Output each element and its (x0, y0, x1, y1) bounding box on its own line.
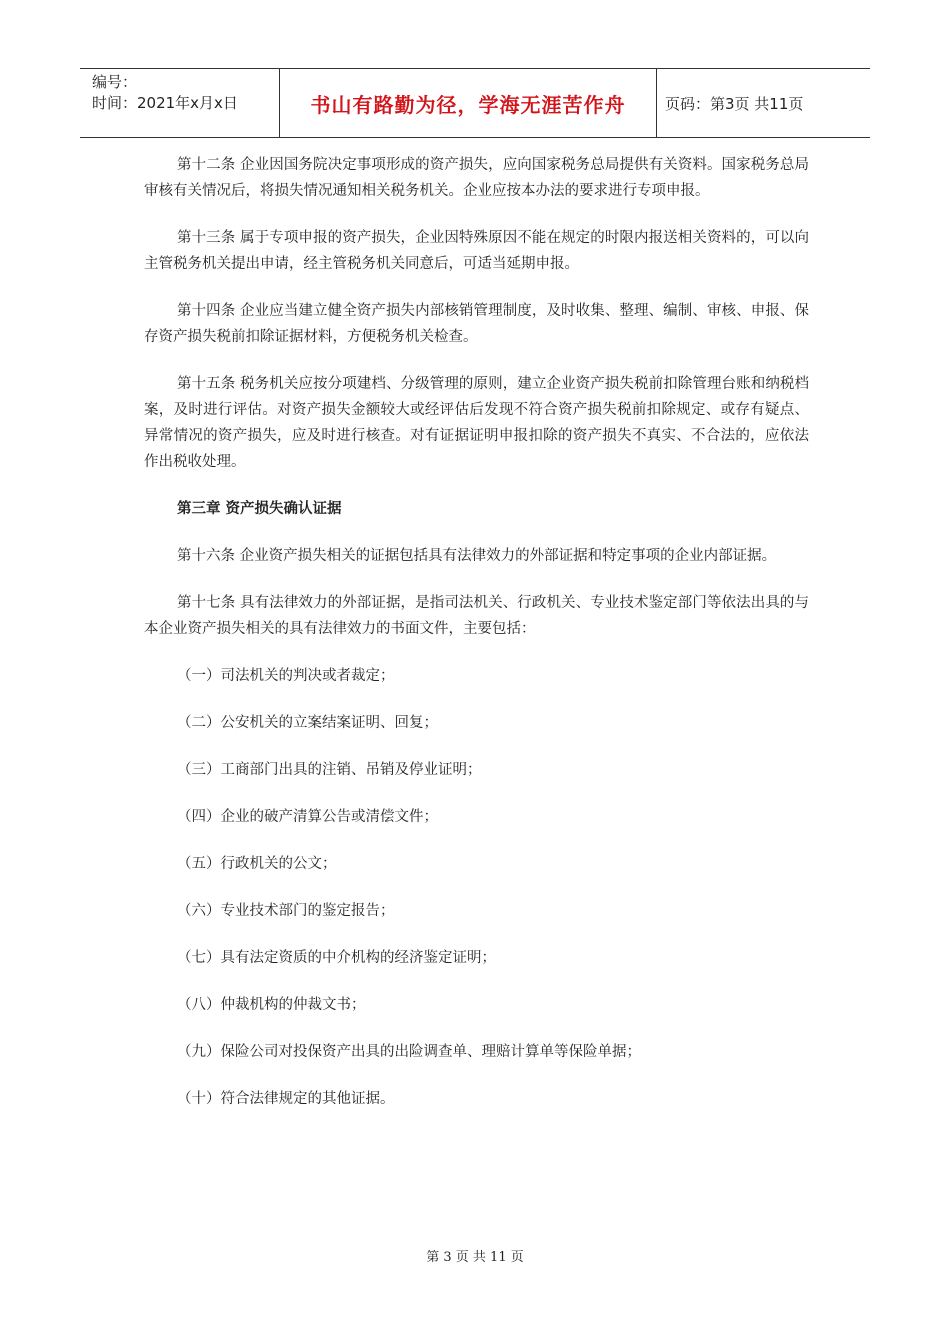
list-item: （九）保险公司对投保资产出具的出险调查单、理赔计算单等保险单据； (177, 1044, 641, 1060)
list-item: （十）符合法律规定的其他证据。 (177, 1091, 395, 1107)
chapter-heading: 第三章 资产损失确认证据 (177, 501, 342, 517)
article-14: 第十四条 企业应当建立健全资产损失内部核销管理制度，及时收集、整理、编制、审核、申报、保存资产损失税前扣除证据材料，方便税务机关检查。 (144, 303, 809, 345)
article-13: 第十三条 属于专项申报的资产损失，企业因特殊原因不能在规定的时限内报送相关资料的，可以向主管税务机关提出申请，经主管税务机关同意后，可适当延期申报。 (144, 230, 809, 272)
header-motto: 书山有路勤为径，学海无涯苦作舟 (280, 69, 657, 137)
list-item: （六）专业技术部门的鉴定报告； (177, 903, 395, 919)
list-item: （五）行政机关的公文； (177, 856, 337, 872)
page-footer: 第 3 页 共 11 页 (426, 1250, 524, 1265)
document-date: 时间：2021年x月x日 (92, 94, 238, 112)
document-number-label: 编号： (92, 73, 138, 91)
list-item: （一）司法机关的判决或者裁定； (177, 668, 395, 684)
article-12: 第十二条 企业因国务院决定事项形成的资产损失，应向国家税务总局提供有关资料。国家税务总局审核有关情况后，将损失情况通知相关税务机关。企业应按本办法的要求进行专项申报。 (144, 157, 809, 199)
header-meta (80, 69, 280, 137)
list-item: （七）具有法定资质的中介机构的经济鉴定证明； (177, 950, 496, 966)
article-15: 第十五条 税务机关应按分项建档、分级管理的原则，建立企业资产损失税前扣除管理台账和纳税档案，及时进行评估。对资产损失金额较大或经评估后发现不符合资产损失税前扣除规定、或存有疑点、异常情况的资产损失，应及时进行核查。对有证据证明申报扣除的资产损失不真实、不合法的，应依法作出税收处理。 (144, 376, 809, 470)
article-17: 第十七条 具有法律效力的外部证据，是指司法机关、行政机关、专业技术鉴定部门等依法出具的与本企业资产损失相关的具有法律效力的书面文件，主要包括： (144, 595, 809, 637)
header-page-info: 页码：第3页 共11页 (665, 94, 804, 113)
list-item: （二）公安机关的立案结案证明、回复； (177, 715, 438, 731)
document-body (144, 152, 809, 1133)
list-item: （四）企业的破产清算公告或清偿文件； (177, 809, 438, 825)
page-header (80, 68, 870, 138)
list-item: （八）仲裁机构的仲裁文书； (177, 997, 366, 1013)
list-item: （三）工商部门出具的注销、吊销及停业证明； (177, 762, 482, 778)
article-16: 第十六条 企业资产损失相关的证据包括具有法律效力的外部证据和特定事项的企业内部证据。 (177, 548, 777, 564)
